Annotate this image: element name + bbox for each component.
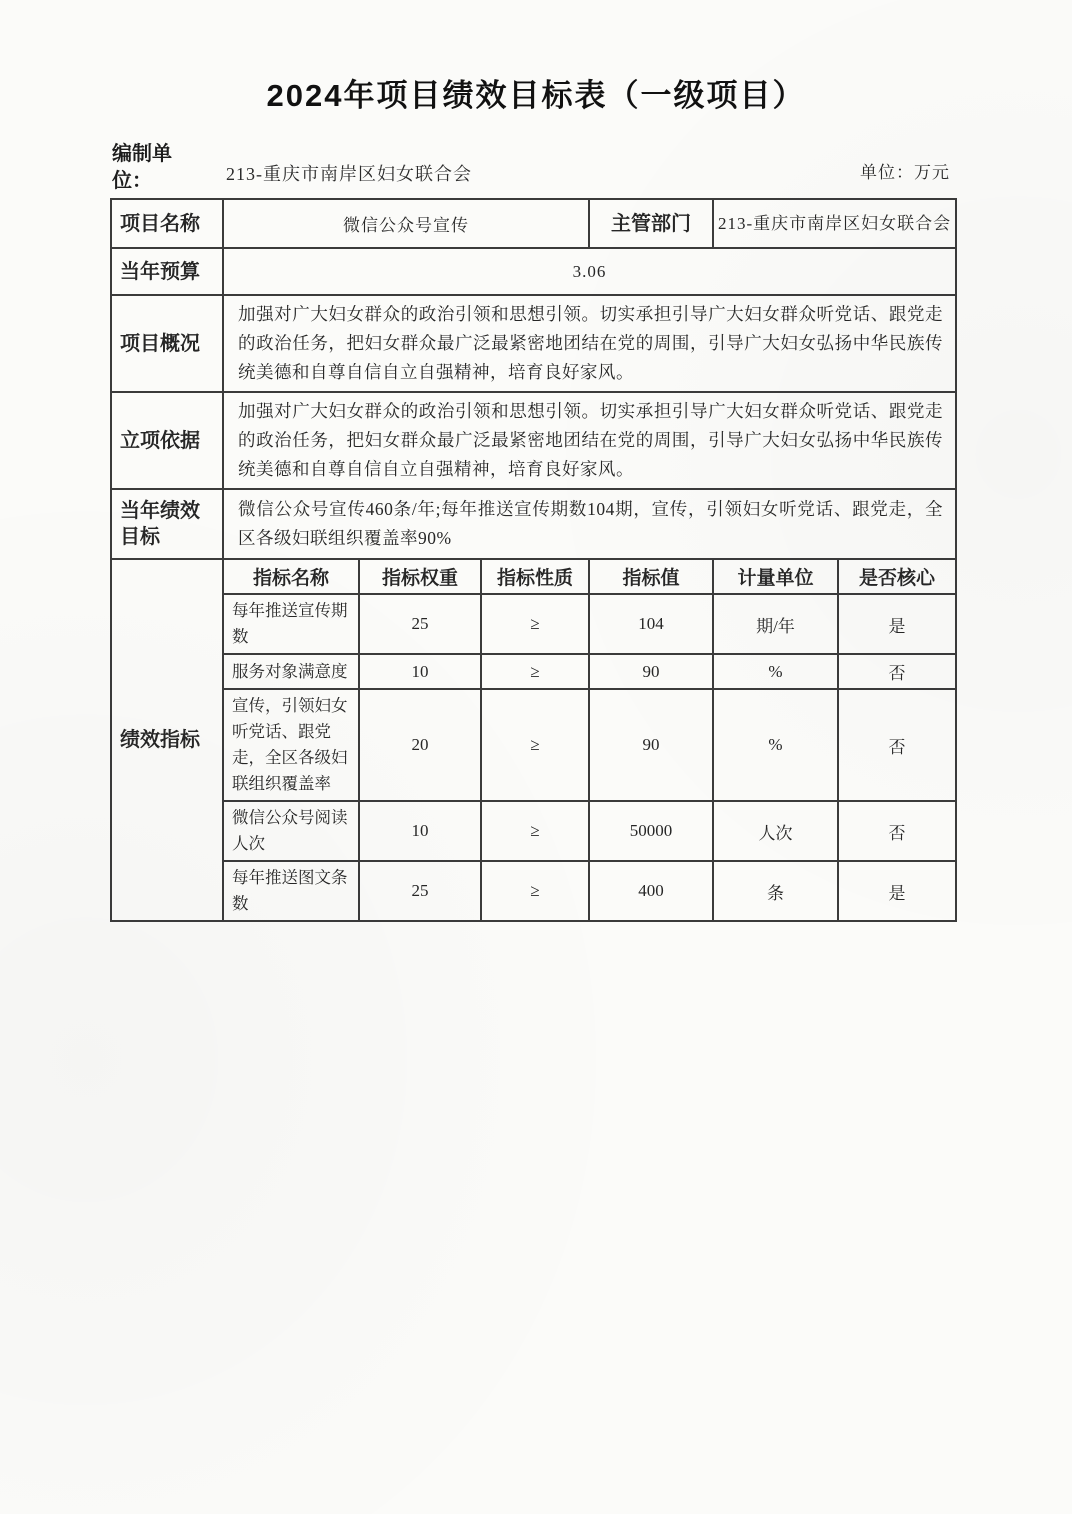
basis-value: 加强对广大妇女群众的政治引领和思想引领。切实承担引导广大妇女群众听党话、跟党走的政治任务，把妇女群众最广泛最紧密地团结在党的周围，引导广大妇女弘扬中华民族传统美德和自尊自信自立自强精神，培育良好家风。: [223, 392, 956, 489]
prepared-by-label: 编制单位：: [112, 143, 172, 192]
indicator-nature: ≥: [481, 801, 589, 861]
project-name-label: 项目名称: [111, 199, 223, 248]
overview-value: 加强对广大妇女群众的政治引领和思想引领。切实承担引导广大妇女群众听党话、跟党走的政治任务，把妇女群众最广泛最紧密地团结在党的周围，引导广大妇女弘扬中华民族传统美德和自尊自信自立自强精神，培育良好家风。: [223, 295, 956, 392]
indicator-unit: %: [713, 689, 838, 801]
indicator-row: [111, 689, 956, 801]
indicator-value: 400: [589, 861, 713, 921]
indicator-core: 否: [838, 654, 956, 689]
indicator-header-nature: 指标性质: [481, 559, 589, 594]
indicator-core: 否: [838, 801, 956, 861]
indicator-value: 90: [589, 654, 713, 689]
indicator-header-unit: 计量单位: [713, 559, 838, 594]
overview-label: 项目概况: [111, 295, 223, 392]
indicator-weight: 10: [359, 801, 481, 861]
indicator-unit: 期/年: [713, 594, 838, 654]
indicator-nature: ≥: [481, 689, 589, 801]
annual-target-label: 当年绩效目标: [111, 489, 223, 559]
indicator-value: 90: [589, 689, 713, 801]
indicator-row: [111, 594, 956, 654]
row-basis: [111, 392, 956, 489]
row-project-name: [111, 199, 956, 248]
indicator-value: 104: [589, 594, 713, 654]
indicator-core: 是: [838, 861, 956, 921]
indicator-nature: ≥: [481, 654, 589, 689]
indicator-header-name: 指标名称: [223, 559, 359, 594]
indicator-name: 微信公众号阅读人次: [223, 801, 359, 861]
indicator-nature: ≥: [481, 594, 589, 654]
indicator-unit: 条: [713, 861, 838, 921]
indicator-row: [111, 801, 956, 861]
page-title: 2024年项目绩效目标表（一级项目）: [266, 78, 806, 113]
indicator-name: 每年推送宣传期数: [223, 594, 359, 654]
performance-target-table: [110, 198, 957, 922]
indicator-nature: ≥: [481, 861, 589, 921]
prepared-by-value: 213-重庆市南岸区妇女联合会: [226, 164, 472, 184]
indicator-core: 是: [838, 594, 956, 654]
indicator-name: 每年推送图文条数: [223, 861, 359, 921]
indicator-header-weight: 指标权重: [359, 559, 481, 594]
indicator-weight: 25: [359, 594, 481, 654]
unit-note: 单位：万元: [860, 163, 950, 182]
indicator-row: [111, 654, 956, 689]
indicator-core: 否: [838, 689, 956, 801]
indicator-weight: 20: [359, 689, 481, 801]
row-annual-target: [111, 489, 956, 559]
row-budget: [111, 248, 956, 295]
indicator-row: [111, 861, 956, 921]
budget-label: 当年预算: [111, 248, 223, 295]
indicator-weight: 10: [359, 654, 481, 689]
department-value: 213-重庆市南岸区妇女联合会: [713, 199, 956, 248]
indicator-header-core: 是否核心: [838, 559, 956, 594]
basis-label: 立项依据: [111, 392, 223, 489]
indicator-unit: 人次: [713, 801, 838, 861]
row-overview: [111, 295, 956, 392]
indicator-value: 50000: [589, 801, 713, 861]
indicators-label: 绩效指标: [111, 559, 223, 921]
annual-target-value: 微信公众号宣传460条/年;每年推送宣传期数104期，宣传，引领妇女听党话、跟党走，全区各级妇联组织覆盖率90%: [223, 489, 956, 559]
indicator-name: 服务对象满意度: [223, 654, 359, 689]
indicator-header-row: [111, 559, 956, 594]
indicator-header-value: 指标值: [589, 559, 713, 594]
indicator-unit: %: [713, 654, 838, 689]
indicator-weight: 25: [359, 861, 481, 921]
indicator-name: 宣传，引领妇女听党话、跟党走，全区各级妇联组织覆盖率: [223, 689, 359, 801]
department-label: 主管部门: [589, 199, 713, 248]
budget-value: 3.06: [223, 248, 956, 295]
project-name-value: 微信公众号宣传: [223, 199, 589, 248]
